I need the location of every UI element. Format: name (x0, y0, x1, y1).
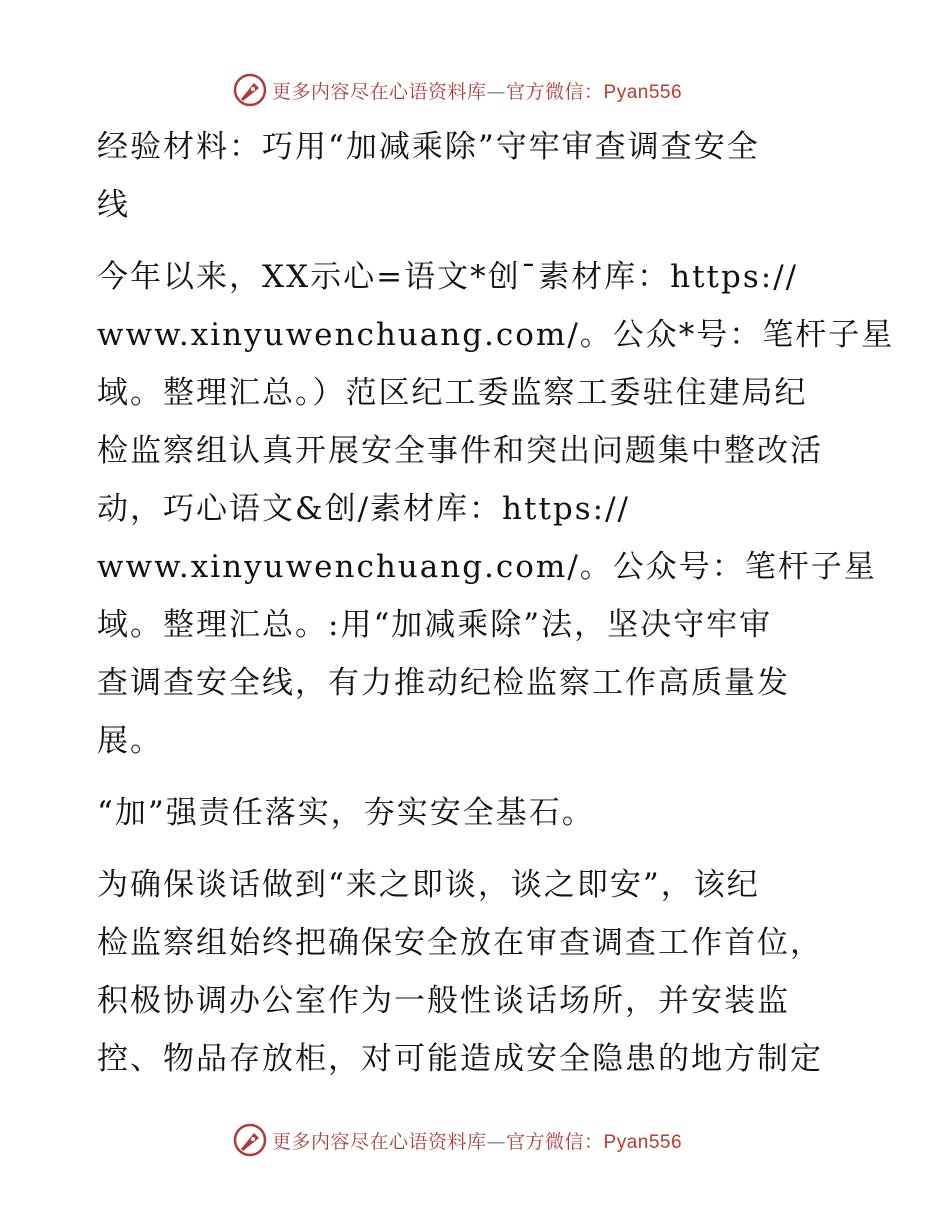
document-body (97, 118, 895, 1088)
para2-line: 检监察组始终把确保安全放在审查调查工作首位， (97, 925, 823, 961)
para1-line: 动，巧心语文&创/素材库：https:// (97, 491, 631, 527)
pen-nib-icon (232, 1122, 268, 1158)
para1-line: 检监察组认真开展安全事件和突出问题集中整改活 (97, 433, 823, 469)
para2-line: 积极协调办公室作为一般性谈话场所，并安装监 (97, 983, 790, 1019)
para1-line: 查调查安全线，有力推动纪检监察工作高质量发 (97, 665, 790, 701)
para2-line: 为确保谈话做到“来之即谈，谈之即安”，该纪 (97, 867, 760, 903)
para1-line: 域。整理汇总。:用“加减乘除”法，坚决守牢审 (97, 607, 773, 643)
watermark-text: 更多内容尽在心语资料库—官方微信：Pyan556 (272, 80, 683, 103)
para1-line: www.xinyuwenchuang.com/。公众*号：笔杆子星 (97, 317, 895, 353)
para1-line: 展。 (97, 723, 163, 759)
header-watermark (0, 70, 950, 110)
footer-watermark (0, 1120, 950, 1160)
section-heading: “加”强责任落实，夯实安全基石。 (97, 795, 595, 831)
para2-line: 控、物品存放柜，对可能造成安全隐患的地方制定 (97, 1041, 823, 1077)
title-line-2: 线 (97, 187, 130, 223)
watermark-text: 更多内容尽在心语资料库—官方微信：Pyan556 (272, 1130, 683, 1153)
para1-line: www.xinyuwenchuang.com/。公众号：笔杆子星 (97, 549, 877, 585)
title-line-1: 经验材料：巧用“加减乘除”守牢审查调查安全 (97, 129, 760, 165)
para1-line: 今年以来，XX示心=语文*创¯素材库：https:// (97, 259, 799, 295)
pen-nib-icon (232, 72, 268, 108)
para1-line: 域。整理汇总。）范区纪工委监察工委驻住建局纪 (97, 375, 808, 411)
